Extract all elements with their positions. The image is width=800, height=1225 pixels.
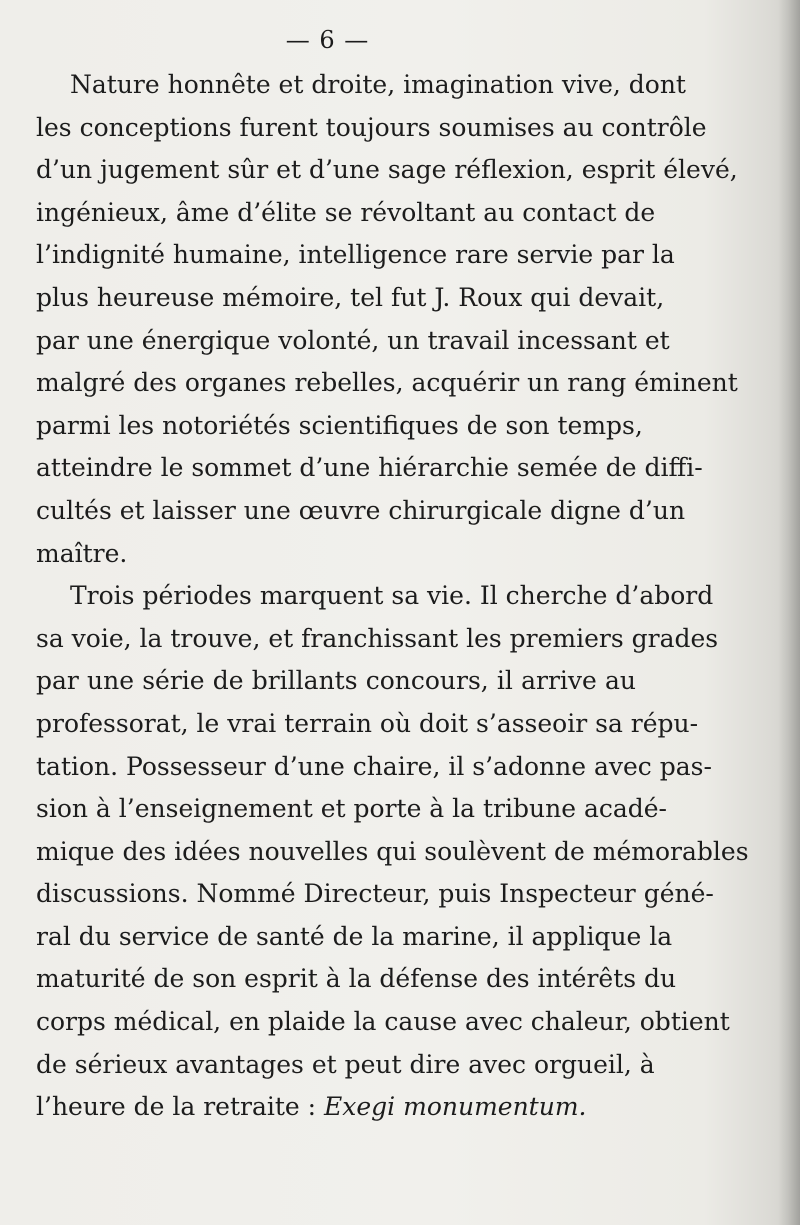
paragraph-1-line-9: parmi les notoriétés scientifiques de son temps, (36, 410, 643, 440)
page-number: — 6 — (285, 26, 370, 54)
body-text (36, 64, 749, 1129)
paragraph-2-line-1: Trois périodes marquent sa vie. Il cherche d’abord (70, 581, 714, 611)
paragraph-2-line-11: corps médical, en plaide la cause avec chaleur, obtient (36, 1007, 730, 1037)
latin-quotation: Exegi monumentum. (324, 1092, 587, 1122)
paragraph-1-line-12: maître. (36, 538, 128, 568)
paragraph-2-line-9: ral du service de santé de la marine, il applique la (36, 921, 673, 951)
paragraph-1-line-7: par une énergique volonté, un travail incessant et (36, 325, 670, 355)
paragraph-2-line-5: tation. Possesseur d’une chaire, il s’adonne avec pas- (36, 751, 712, 781)
paragraph-1-line-6: plus heureuse mémoire, tel fut J. Roux qui devait, (36, 282, 665, 312)
paragraph-1-line-3: d’un jugement sûr et d’une sage réflexion, esprit élevé, (36, 155, 738, 185)
paragraph-2-line-12: de sérieux avantages et peut dire avec orgueil, à (36, 1049, 655, 1079)
paragraph-2-line-2: sa voie, la trouve, et franchissant les premiers grades (36, 623, 719, 653)
paragraph-2-line-6: sion à l’enseignement et porte à la tribune acadé- (36, 794, 668, 824)
final-line-text: l’heure de la retraite : (36, 1092, 325, 1122)
paragraph-1-line-1: Nature honnête et droite, imagination vive, dont (70, 70, 686, 99)
paragraph-2-line-10: maturité de son esprit à la défense des intérêts du (36, 964, 677, 994)
paragraph-1-line-11: cultés et laisser une œuvre chirurgicale digne d’un (36, 495, 686, 525)
paragraph-2-line-13 (36, 1086, 636, 1129)
paragraph-1-line-10: atteindre le sommet d’une hiérarchie semée de diffi- (36, 453, 703, 483)
paragraph-2-line-8: discussions. Nommé Directeur, puis Inspecteur géné- (36, 879, 714, 909)
paragraph-2-line-4: professorat, le vrai terrain où doit s’asseoir sa répu- (36, 708, 699, 738)
paragraph-1-line-2: les conceptions furent toujours soumises au contrôle (36, 112, 707, 142)
paragraph-1-line-8: malgré des organes rebelles, acquérir un rang éminent (36, 368, 738, 398)
paragraph-1-line-4: ingénieux, âme d’élite se révoltant au contact de (36, 197, 656, 227)
paragraph-2-line-7: mique des idées nouvelles qui soulèvent de mémorables (36, 836, 749, 866)
paragraph-2-line-3: par une série de brillants concours, il arrive au (36, 666, 636, 696)
page-edge-shadow (778, 0, 800, 1225)
paragraph-1-line-5: l’indignité humaine, intelligence rare servie par la (36, 240, 675, 270)
